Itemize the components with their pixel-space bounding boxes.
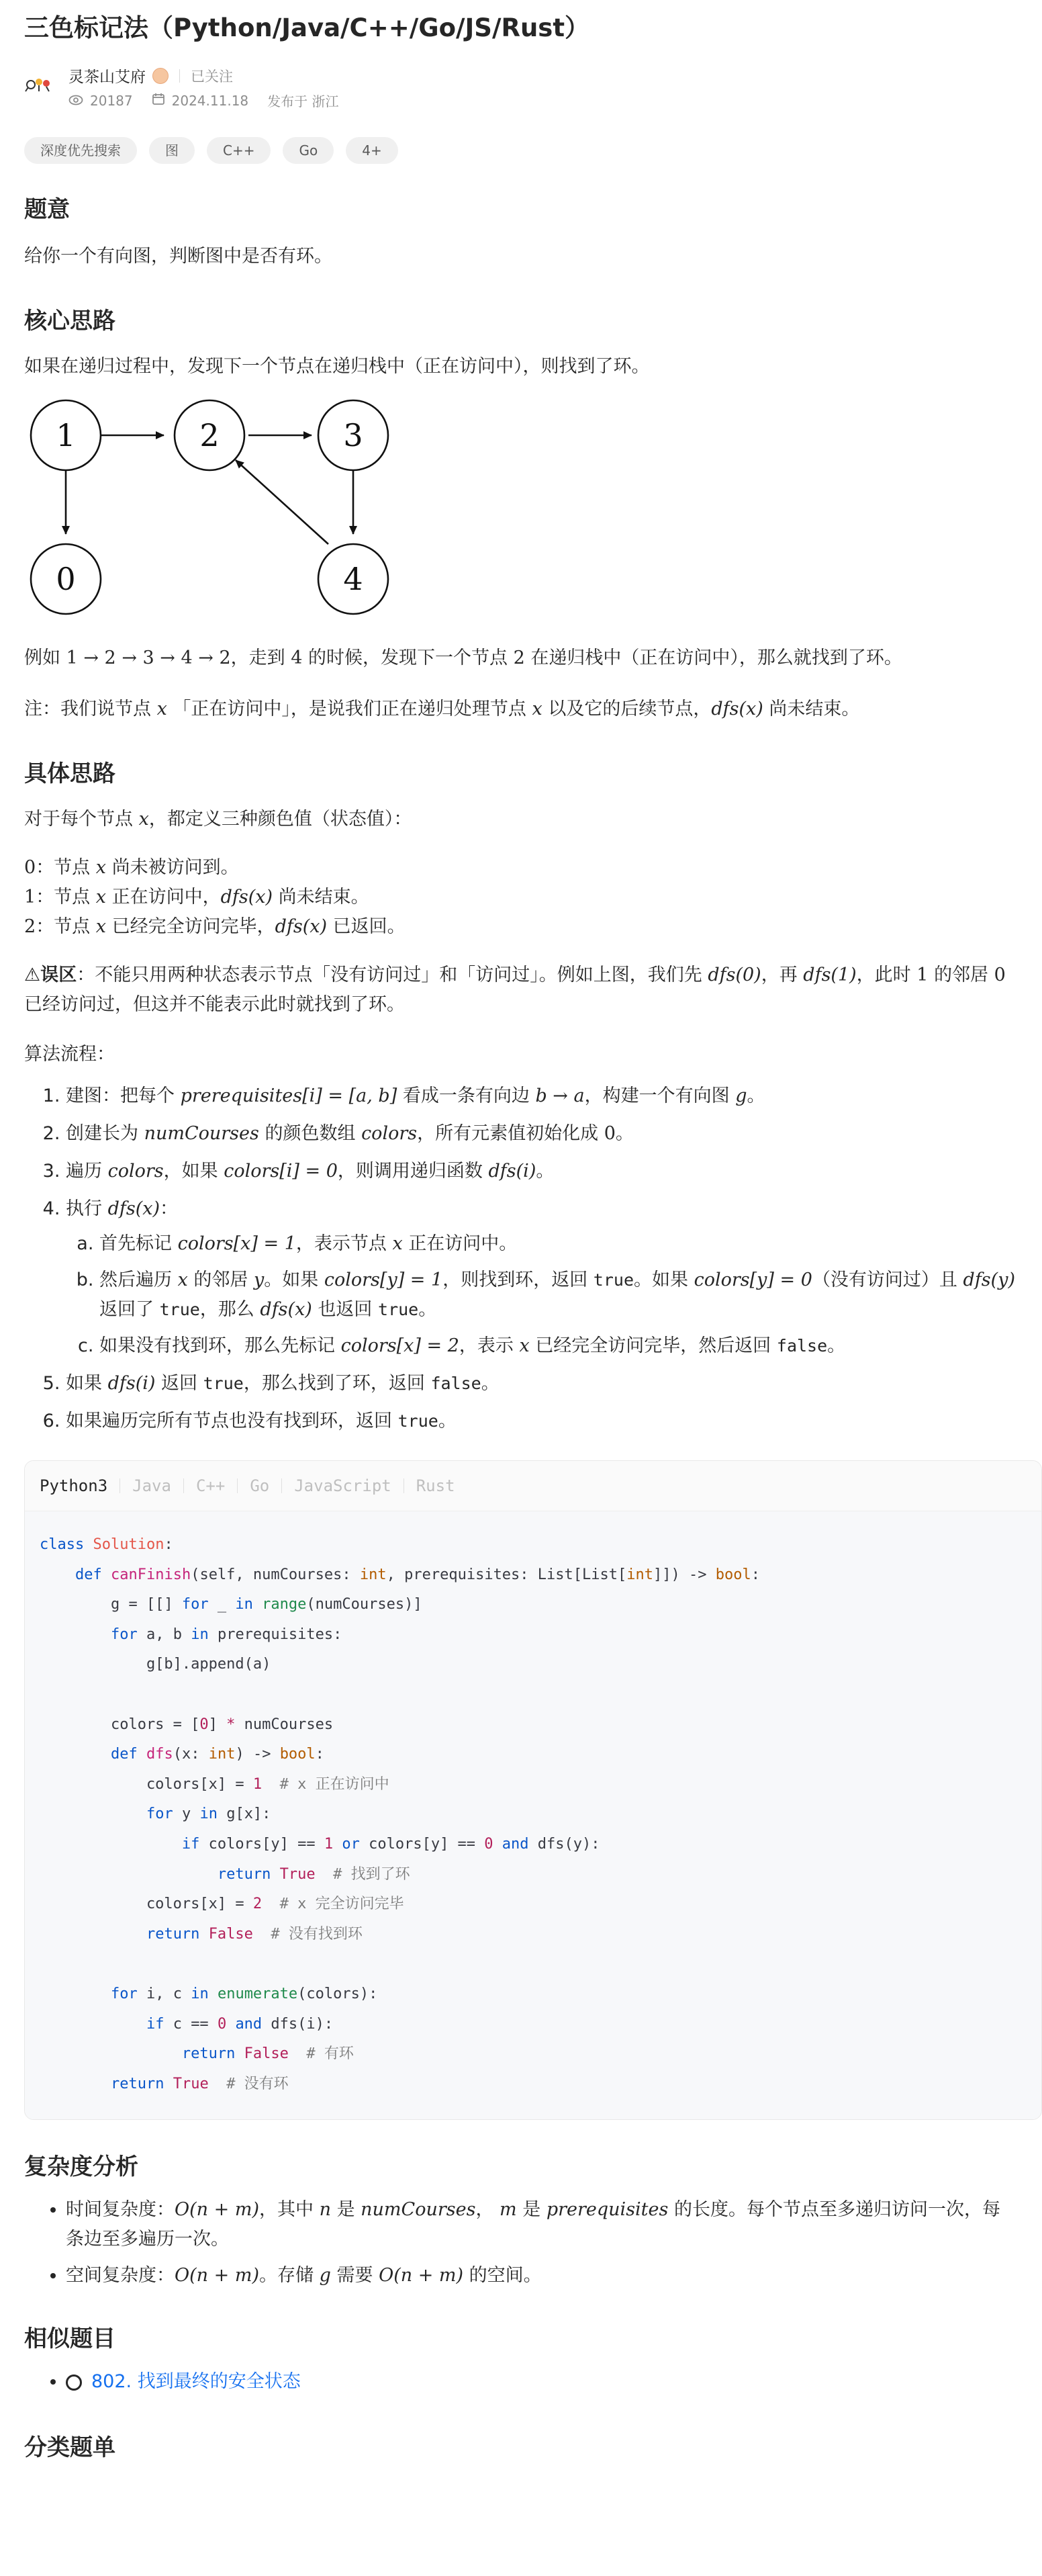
avatar-icon bbox=[24, 73, 52, 101]
step-4: 4. 执行 dfs(x)： a. 首先标记 colors[x] = 1，表示节点 x 正在访问中。 b. 然后遍历 x 的邻居 y。如果 colors[y] = 1，则找到环，返回 true。如果 colors[y] = 0（没有访问过）且 dfs(y) 返回了 true，那么 dfs(x) 也返回 true。 c. 如果没有找到环，那么先标记 colors[x] = 2，表示 x 已经完全访问完毕，然后返回 false。 bbox=[66, 1194, 1018, 1361]
page-title: 三色标记法（Python/Java/C++/Go/JS/Rust） bbox=[24, 13, 590, 42]
heading-detail: 具体思路 bbox=[24, 760, 115, 787]
similar-list bbox=[24, 2367, 1018, 2397]
tab-javascript[interactable]: JavaScript bbox=[294, 1476, 391, 1495]
step-4c: c. 如果没有找到环，那么先标记 colors[x] = 2，表示 x 已经完全访问完毕，然后返回 false。 bbox=[99, 1331, 1018, 1361]
divider bbox=[179, 69, 180, 83]
graph-node-0 bbox=[31, 544, 101, 614]
heading-complexity: 复杂度分析 bbox=[24, 2153, 138, 2181]
problem-text: 给你一个有向图，判断图中是否有环。 bbox=[24, 246, 332, 267]
detail-intro: 对于每个节点 x，都定义三种颜色值（状态值）： bbox=[24, 809, 412, 830]
follow-button[interactable]: 已关注 bbox=[191, 68, 233, 85]
tab-rust[interactable]: Rust bbox=[416, 1476, 455, 1495]
step-1: 1. 建图：把每个 prerequisites[i] = [a, b] 看成一条有向边 b → a，构建一个有向图 g。 bbox=[66, 1081, 1018, 1111]
code-language-tabs bbox=[25, 1461, 1041, 1511]
heading-similar: 相似题目 bbox=[24, 2325, 115, 2353]
step-4b: b. 然后遍历 x 的邻居 y。如果 colors[y] = 1，则找到环，返回 true。如果 colors[y] = 0（没有访问过）且 dfs(y) 返回了 true，那么 dfs(x) 也返回 true。 bbox=[99, 1265, 1018, 1325]
similar-item bbox=[66, 2367, 1018, 2397]
state-1: 1：节点 x 正在访问中，dfs(x) 尚未结束。 bbox=[24, 887, 369, 907]
similar-problem-link[interactable]: 802. 找到最终的安全状态 bbox=[91, 2371, 301, 2393]
code-block bbox=[24, 1460, 1042, 2120]
warning-text: ⚠误区：不能只用两种状态表示节点「没有访问过」和「访问过」。例如上图，我们先 dfs(0)，再 dfs(1)，此时 1 的邻居 0 已经访问过，但这并不能表示此时就找到了环。 bbox=[24, 965, 1006, 1015]
graph-node-1 bbox=[31, 400, 101, 470]
author-badge-icon bbox=[152, 68, 169, 84]
tag-list bbox=[24, 137, 1018, 164]
warning-icon: ⚠ bbox=[24, 965, 41, 985]
avatar[interactable] bbox=[24, 73, 52, 101]
graph-node-3 bbox=[318, 400, 388, 470]
graph-diagram bbox=[24, 398, 1018, 619]
code-content[interactable]: class Solution: def canFinish(self, numCourses: int, prerequisites: List[List[int]]) -> bool: g = [[] for _ in range(numCourses)] for a, b in prerequisites: g[b].append(a) colors = [0] * numCourses def dfs(x: int) -> bool: colors[x] = 1 # x 正在访问中 for y in g[x]: if colors[y] == 1 or colors[y] == 0 and dfs(y): return True # 找到了环 colors[x] = 2 # x 完全访问完毕 return False # 没有找到环 for i, c in enumerate(colors): if c == 0 and dfs(i): return False # 有环 return True # 没有环 bbox=[25, 1511, 1041, 2119]
flow-label: 算法流程： bbox=[24, 1044, 115, 1065]
tag-cpp[interactable]: C++ bbox=[207, 137, 271, 164]
graph-node-label: 1 bbox=[56, 417, 76, 453]
complexity-list bbox=[24, 2195, 1018, 2291]
calendar-icon bbox=[152, 92, 165, 109]
publish-date: 2024.11.18 bbox=[171, 92, 249, 109]
step-6: 6. 如果遍历完所有节点也没有找到环，返回 true。 bbox=[66, 1407, 1018, 1436]
step-2: 2. 创建长为 numCourses 的颜色数组 colors，所有元素值初始化成 0。 bbox=[66, 1119, 1018, 1149]
view-count: 20187 bbox=[90, 92, 133, 109]
tag-graph[interactable]: 图 bbox=[149, 137, 195, 164]
step-4a: a. 首先标记 colors[x] = 1，表示节点 x 正在访问中。 bbox=[99, 1229, 1018, 1259]
graph-node-label: 2 bbox=[199, 417, 220, 453]
step-5: 5. 如果 dfs(i) 返回 true，那么找到了环，返回 false。 bbox=[66, 1369, 1018, 1398]
sub-steps bbox=[66, 1229, 1018, 1361]
example-text: 例如 1 → 2 → 3 → 4 → 2，走到 4 的时候，发现下一个节点 2 在递归栈中（正在访问中），那么就找到了环。 bbox=[24, 648, 902, 668]
step-3: 3. 遍历 colors，如果 colors[i] = 0，则调用递归函数 dfs(i)。 bbox=[66, 1157, 1018, 1186]
tab-java[interactable]: Java bbox=[132, 1476, 171, 1495]
graph-node-label: 0 bbox=[56, 561, 76, 597]
eye-icon bbox=[68, 93, 83, 109]
author-row bbox=[24, 64, 1018, 110]
graph-node-2 bbox=[175, 400, 244, 470]
graph-node-label: 4 bbox=[343, 561, 363, 597]
time-complexity: • 时间复杂度：O(n + m)，其中 n 是 numCourses， m 是 prerequisites 的长度。每个节点至多递归访问一次，每条边至多遍历一次。 bbox=[66, 2195, 1018, 2254]
tab-cpp[interactable]: C++ bbox=[195, 1476, 226, 1495]
tab-go[interactable]: Go bbox=[250, 1476, 270, 1495]
algorithm-steps bbox=[24, 1081, 1018, 1436]
tab-python3[interactable]: Python3 bbox=[40, 1476, 108, 1495]
heading-category: 分类题单 bbox=[24, 2434, 115, 2462]
publish-location: 发布于 浙江 bbox=[267, 93, 339, 109]
graph-node-label: 3 bbox=[343, 417, 363, 453]
state-2: 2：节点 x 已经完全访问完毕，dfs(x) 已返回。 bbox=[24, 916, 406, 937]
circle-icon bbox=[66, 2374, 82, 2391]
graph-node-4 bbox=[318, 544, 388, 614]
state-list bbox=[24, 853, 1018, 942]
note-text: 注：我们说节点 x 「正在访问中」，是说我们正在递归处理节点 x 以及它的后续节点，dfs(x) 尚未结束。 bbox=[24, 699, 860, 719]
state-0: 0：节点 x 尚未被访问到。 bbox=[24, 857, 239, 878]
author-name[interactable]: 灵茶山艾府 bbox=[68, 69, 146, 86]
tag-more[interactable]: 4+ bbox=[346, 137, 397, 164]
space-complexity: • 空间复杂度：O(n + m)。存储 g 需要 O(n + m) 的空间。 bbox=[66, 2261, 1018, 2291]
tag-go[interactable]: Go bbox=[283, 137, 334, 164]
idea-text: 如果在递归过程中，发现下一个节点在递归栈中（正在访问中），则找到了环。 bbox=[24, 356, 650, 377]
heading-problem: 题意 bbox=[24, 196, 70, 223]
tag-dfs[interactable]: 深度优先搜索 bbox=[24, 137, 137, 164]
heading-idea: 核心思路 bbox=[24, 308, 115, 335]
